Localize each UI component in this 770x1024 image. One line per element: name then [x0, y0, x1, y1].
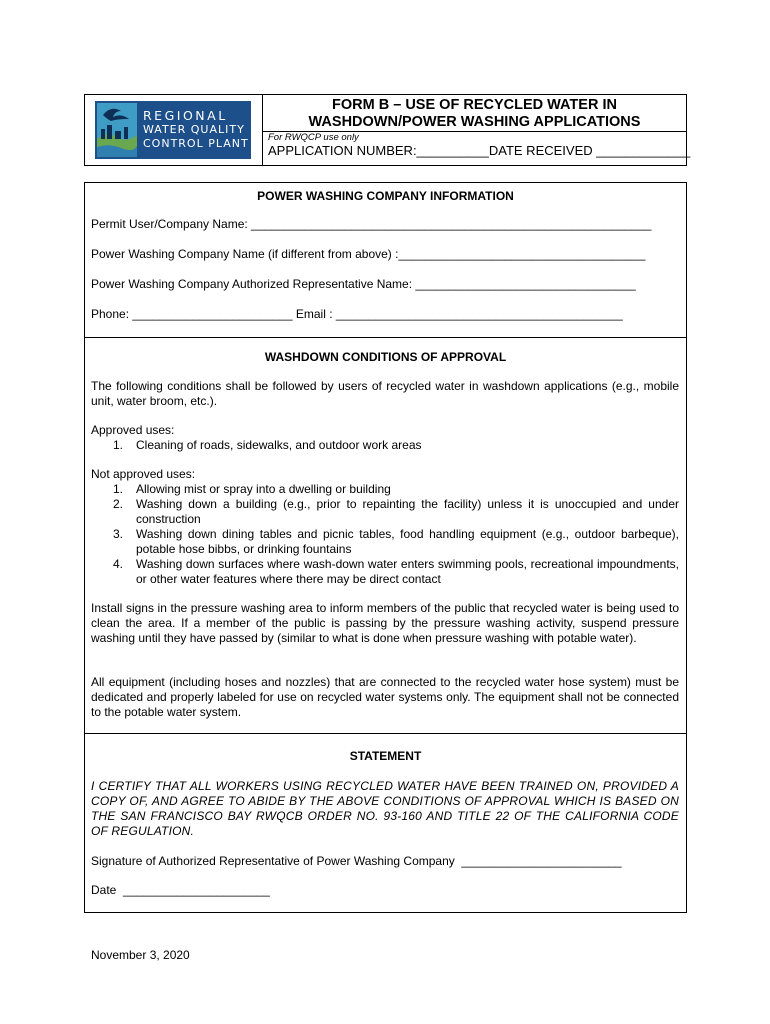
list-number: 1. [113, 482, 124, 496]
form-header [84, 94, 691, 166]
list-item [91, 438, 679, 453]
logo-line-3: CONTROL PLANT [143, 137, 249, 150]
list-text: Cleaning of roads, sidewalks, and outdoor work areas [136, 438, 422, 452]
form-title-line-2: WASHDOWN/POWER WASHING APPLICATIONS [308, 114, 641, 130]
approved-uses [91, 423, 679, 453]
list-text: Allowing mist or spray into a dwelling or building [136, 482, 391, 496]
conditions-intro: The following conditions shall be followed by users of recycled water in washdown applications (e.g., mobile unit, water broom, etc.). [91, 379, 679, 408]
form-title [263, 97, 686, 131]
form-body [84, 182, 687, 913]
statement-heading: STATEMENT [349, 749, 422, 763]
list-item [91, 527, 679, 557]
list-item [91, 497, 679, 527]
rwqcp-logo [95, 101, 251, 159]
list-item [91, 557, 679, 587]
not-approved-uses-heading: Not approved uses: [91, 467, 196, 481]
logo-line-1: REGIONAL [143, 108, 228, 123]
power-washing-company-field[interactable]: Power Washing Company Name (if different from above) :_____________________________________ [91, 247, 646, 261]
office-use-label: For RWQCP use only [268, 132, 359, 143]
logo-cell [85, 95, 263, 165]
application-number-field[interactable]: APPLICATION NUMBER:__________DATE RECEIVED _____________ [268, 143, 691, 158]
signature-field[interactable]: Signature of Authorized Representative of Power Washing Company ________________________ [91, 854, 622, 868]
authorized-representative-field[interactable]: Power Washing Company Authorized Representative Name: _________________________________ [91, 277, 636, 291]
form-title-line-1: FORM B – USE OF RECYCLED WATER IN [332, 97, 617, 113]
list-text: Washing down dining tables and picnic tables, food handling equipment (e.g., outdoor barbeque), potable hose bibbs, or drinking fountains [136, 527, 679, 556]
list-number: 1. [113, 438, 124, 452]
equipment-paragraph: All equipment (including hoses and nozzles) that are connected to the recycled water hose system) must be dedicated and properly labeled for use on recycled water systems only. The equipment shall not be connected to the potable water system. [91, 675, 679, 719]
revision-date: November 3, 2020 [91, 948, 190, 962]
signage-paragraph: Install signs in the pressure washing area to inform members of the public that recycled water is being used to clean the area. If a member of the public is passing by the pressure washing activity, suspend pressure washing until they have passed by (similar to what is done when pressure washing with potable water). [91, 601, 679, 645]
conditions-heading: WASHDOWN CONDITIONS OF APPROVAL [264, 350, 507, 364]
title-cell [263, 95, 691, 165]
phone-email-field[interactable]: Phone: ________________________ Email : ___________________________________________ [91, 307, 623, 321]
company-info-heading: POWER WASHING COMPANY INFORMATION [257, 189, 514, 203]
list-text: Washing down a building (e.g., prior to repainting the facility) unless it is unoccupied and under construction [136, 497, 679, 526]
date-field[interactable]: Date ______________________ [91, 883, 270, 897]
list-number: 3. [113, 527, 124, 541]
not-approved-uses [91, 467, 679, 587]
list-number: 4. [113, 557, 124, 571]
logo-wordmark [143, 109, 249, 151]
section-divider [85, 337, 686, 338]
approved-uses-heading: Approved uses: [91, 423, 175, 437]
logo-line-2: WATER QUALITY [143, 123, 245, 136]
list-item [91, 482, 679, 497]
section-divider [85, 733, 686, 734]
list-text: Washing down surfaces where wash-down water enters swimming pools, recreational impoundments, or other water features where there may be direct contact [136, 557, 679, 586]
permit-user-field[interactable]: Permit User/Company Name: ____________________________________________________________ [91, 217, 652, 231]
certification-statement: I CERTIFY THAT ALL WORKERS USING RECYCLED WATER HAVE BEEN TRAINED ON, PROVIDED A COPY OF, AND AGREE TO ABIDE BY THE ABOVE CONDITIONS OF APPROVAL WHICH IS BASED ON THE SAN FRANCISCO BAY RWQCB ORDER NO. 93-160 AND TITLE 22 OF THE CALIFORNIA CODE OF REGULATION. [91, 779, 679, 838]
list-number: 2. [113, 497, 124, 511]
